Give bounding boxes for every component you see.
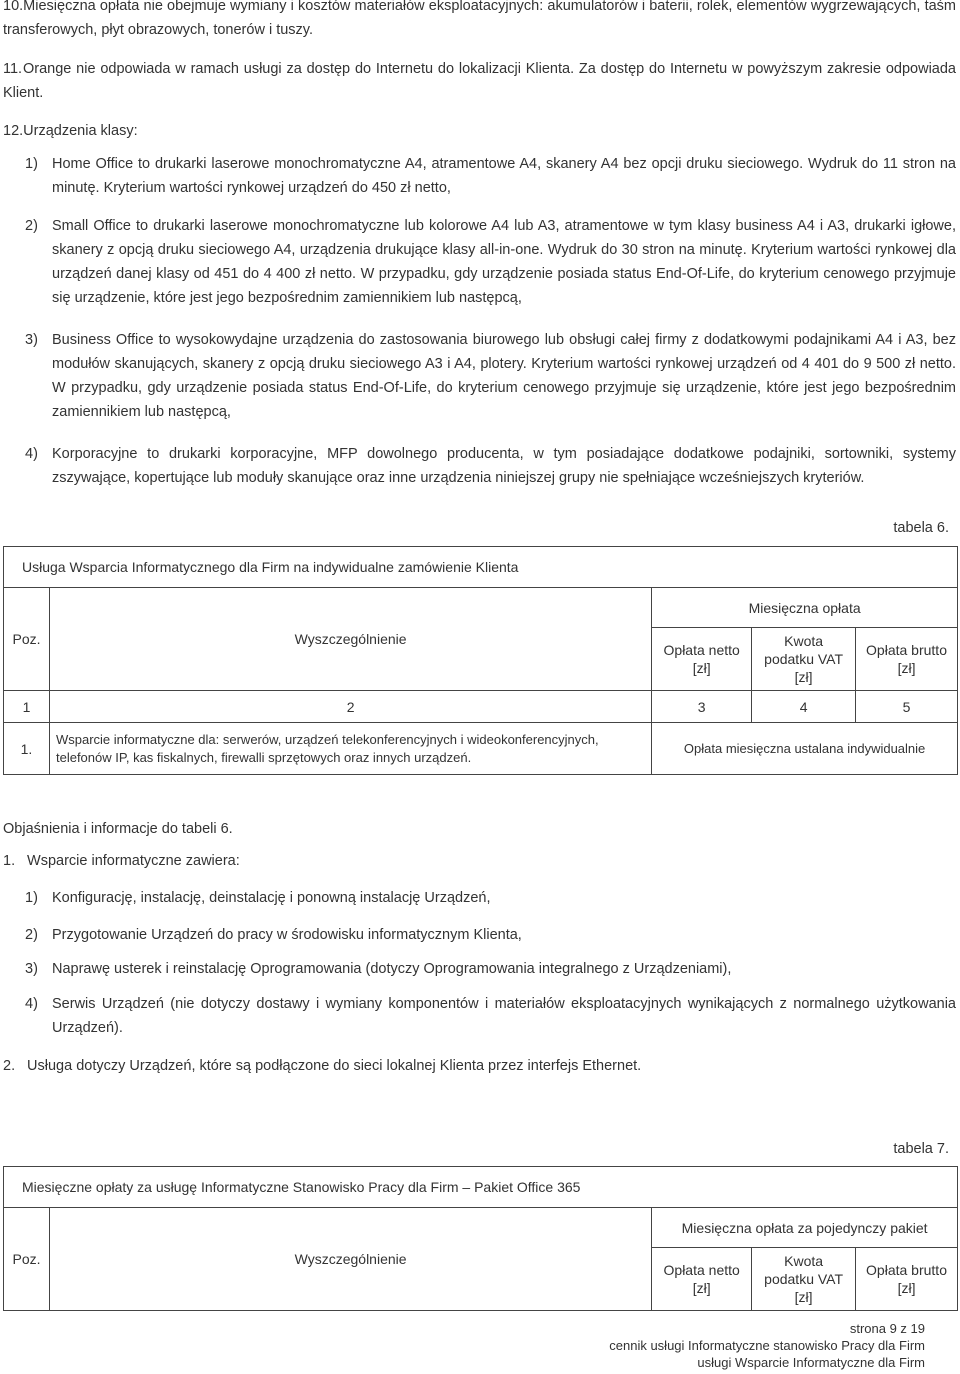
table7-title-row bbox=[4, 1167, 958, 1208]
col-header-gross: Opłata brutto [zł] bbox=[856, 1248, 958, 1311]
col-header-vat: Kwota podatku VAT [zł] bbox=[752, 628, 856, 691]
explanation-subitem bbox=[25, 957, 956, 981]
table-7 bbox=[3, 1166, 958, 1311]
item-text: Miesięczna opłata nie obejmuje wymiany i kosztów materiałów eksploatacyjnych: akumulatorów i baterii, rolek, elementów wygrzewających, taśm transferowych, płyt obrazowych, tonerów i tuszy. bbox=[3, 0, 956, 38]
row-poz: 1. bbox=[4, 723, 50, 775]
explanations-heading: Objaśnienia i informacje do tabeli 6. bbox=[3, 821, 233, 837]
row-description: Wsparcie informatyczne dla: serwerów, urządzeń telekonferencyjnych i wideokonferencyjnych, telefonów IP, kas fiskalnych, firewalli sprzętowych oraz innych urządzeń. bbox=[49, 723, 651, 775]
class-number: 1) bbox=[25, 156, 38, 172]
item-text: Urządzenia klasy: bbox=[23, 123, 138, 139]
page-number: strona 9 z 19 bbox=[849, 1321, 925, 1336]
class-item-business-office bbox=[25, 328, 956, 424]
class-text: Business Office to wysokowydajne urządzenia do zastosowania biurowego lub obsługi całej firmy z dodatkowymi podajnikami A4 i A3, bez modułów skanujących, skanery z opcją druku sieciowego A3 i A4, plotery. Kryterium wartości rynkowej urządzeń od 4 401 do 9 500 zł netto. W przypadku, gdy urządzenie posiada status End-Of-Life, do kryterium cenowego przyjmuje się urządzenie, które jest jego bezpośrednim zamiennikiem lub następcą, bbox=[52, 332, 956, 420]
item-text: Wsparcie informatyczne zawiera: bbox=[27, 853, 240, 869]
col-header-net: Opłata netto [zł] bbox=[652, 1248, 752, 1311]
subitem-text: Konfigurację, instalację, deinstalację i ponowną instalację Urządzeń, bbox=[52, 890, 491, 906]
item-text: Orange nie odpowiada w ramach usługi za dostęp do Internetu do lokalizacji Klienta. Za dostęp do Internetu w powyższym zakresie odpowiada Klient. bbox=[3, 61, 956, 101]
subitem-number: 1) bbox=[25, 890, 38, 906]
table-row bbox=[4, 723, 958, 775]
subitem-text: Naprawę usterek i reinstalację Oprogramowania (dotyczy Oprogramowania integralnego z Urządzeniami), bbox=[52, 961, 732, 977]
explanation-2 bbox=[3, 1054, 956, 1078]
footer-line: cennik usługi Informatyczne stanowisko Pracy dla Firm bbox=[609, 1338, 925, 1353]
subitem-text: Przygotowanie Urządzeń do pracy w środowisku informatycznym Klienta, bbox=[52, 927, 522, 943]
table7-label: tabela 7. bbox=[893, 1141, 949, 1157]
col-header-description: Wyszczególnienie bbox=[49, 1208, 651, 1311]
class-text: Korporacyjne to drukarki korporacyjne, MFP dowolnego producenta, w tym posiadające dodatkowe podajniki, sortowniki, systemy zszywające, kopertujące lub moduły skanujące oraz inne urządzenia niniejszej grupy nie spełniające wcześniejszych kryteriów. bbox=[52, 446, 956, 486]
item-number: 1. bbox=[3, 853, 16, 869]
subitem-text: Serwis Urządzeń (nie dotyczy dostawy i wymiany komponentów i materiałów eksploatacyjnych wynikających z normalnego użytkowania Urządzeń). bbox=[52, 996, 956, 1036]
subitem-number: 3) bbox=[25, 961, 38, 977]
col-header-net: Opłata netto [zł] bbox=[652, 628, 752, 691]
subitem-number: 2) bbox=[25, 927, 38, 943]
col-header-gross: Opłata brutto [zł] bbox=[856, 628, 958, 691]
explanation-subitem bbox=[25, 923, 956, 947]
item-11 bbox=[3, 57, 956, 105]
class-item-home-office bbox=[25, 152, 956, 200]
item-number: 10. bbox=[3, 0, 24, 14]
explanation-subitem bbox=[25, 992, 956, 1040]
table7-header-row bbox=[4, 1208, 958, 1248]
table6-title: Usługa Wsparcia Informatycznego dla Firm na indywidualne zamówienie Klienta bbox=[4, 547, 958, 588]
item-10 bbox=[3, 0, 956, 42]
table6-index-row bbox=[4, 691, 958, 723]
class-number: 3) bbox=[25, 332, 38, 348]
col-header-monthly-fee: Miesięczna opłata bbox=[652, 588, 958, 628]
table6-label: tabela 6. bbox=[893, 520, 949, 536]
item-number: 11. bbox=[3, 61, 23, 77]
table6-header-row bbox=[4, 588, 958, 628]
index-cell: 5 bbox=[856, 691, 958, 723]
col-header-poz: Poz. bbox=[4, 1208, 50, 1311]
class-number: 2) bbox=[25, 218, 38, 234]
table-6 bbox=[3, 546, 958, 775]
col-header-poz: Poz. bbox=[4, 588, 50, 691]
item-number: 2. bbox=[3, 1058, 16, 1074]
index-cell: 1 bbox=[4, 691, 50, 723]
table7-title: Miesięczne opłaty za usługę Informatyczne Stanowisko Pracy dla Firm – Pakiet Office 365 bbox=[4, 1167, 958, 1208]
row-price-note: Opłata miesięczna ustalana indywidualnie bbox=[652, 723, 958, 775]
item-text: Usługa dotyczy Urządzeń, które są podłączone do sieci lokalnej Klienta przez interfejs Ethernet. bbox=[27, 1058, 642, 1074]
class-item-small-office bbox=[25, 214, 956, 310]
col-header-vat: Kwota podatku VAT [zł] bbox=[752, 1248, 856, 1311]
explanation-subitem bbox=[25, 886, 956, 910]
index-cell: 3 bbox=[652, 691, 752, 723]
class-text: Home Office to drukarki laserowe monochromatyczne A4, atramentowe A4, skanery A4 bez opcji druku sieciowego. Wydruk do 11 stron na minutę. Kryterium wartości rynkowej urządzeń do 450 zł netto, bbox=[52, 156, 956, 196]
table6-title-row bbox=[4, 547, 958, 588]
page-footer bbox=[609, 1320, 925, 1371]
explanation-1 bbox=[3, 849, 956, 873]
item-12 bbox=[3, 119, 956, 143]
class-number: 4) bbox=[25, 446, 38, 462]
footer-line: usługi Wsparcie Informatyczne dla Firm bbox=[697, 1355, 925, 1370]
class-item-corporate bbox=[25, 442, 956, 490]
item-number: 12. bbox=[3, 123, 24, 139]
index-cell: 2 bbox=[49, 691, 651, 723]
col-header-description: Wyszczególnienie bbox=[49, 588, 651, 691]
subitem-number: 4) bbox=[25, 996, 38, 1012]
col-header-monthly-fee: Miesięczna opłata za pojedynczy pakiet bbox=[652, 1208, 958, 1248]
class-text: Small Office to drukarki laserowe monochromatyczne lub kolorowe A4 lub A3, atramentowe w tym klasy business A4 i A3, drukarki igłowe, skanery z opcją druku sieciowego A4, urządzenia drukujące klasy all-in-one. Wydruk do 30 stron na minutę. Kryterium wartości rynkowej dla urządzeń danej klasy od 451 do 4 400 zł netto. W przypadku, gdy urządzenie posiada status End-Of-Life, do kryterium cenowego przyjmuje się urządzenie, które jest jego bezpośrednim zamiennikiem lub następcą, bbox=[52, 218, 956, 306]
index-cell: 4 bbox=[752, 691, 856, 723]
